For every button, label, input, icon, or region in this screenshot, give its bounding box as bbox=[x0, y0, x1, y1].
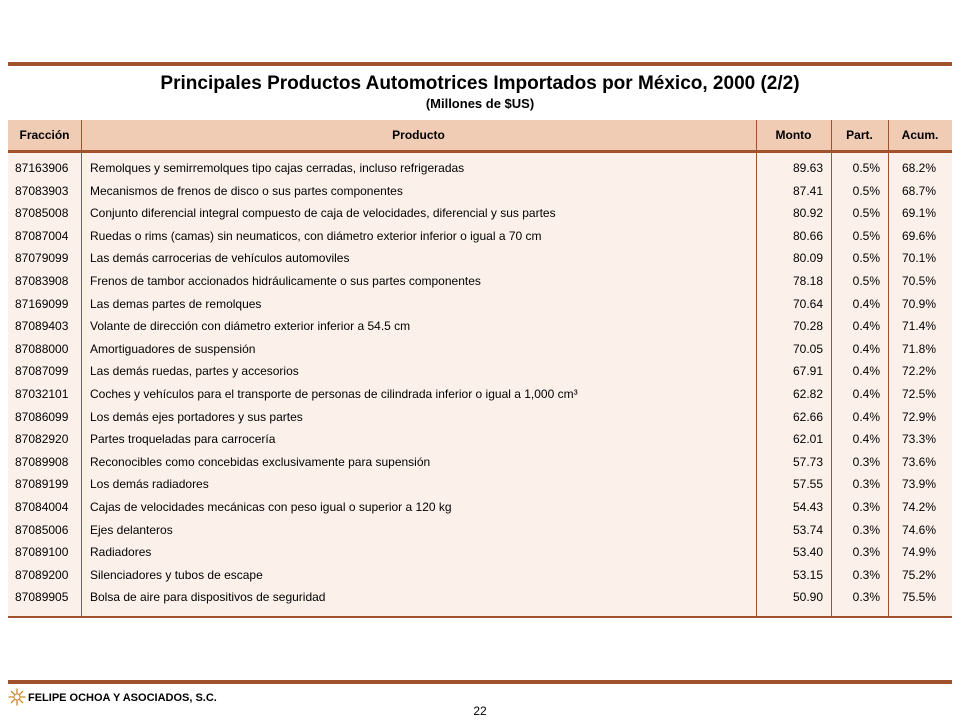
table-row bbox=[8, 315, 952, 337]
cell-part: 0.3% bbox=[852, 500, 880, 514]
bottom-rule bbox=[8, 680, 952, 684]
header-monto: Monto bbox=[775, 128, 812, 142]
cell-producto: Volante de dirección con diámetro exterior inferior a 54.5 cm bbox=[90, 319, 411, 334]
cell-producto: Conjunto diferencial integral compuesto de caja de velocidades, diferencial y sus partes bbox=[90, 206, 556, 221]
cell-monto: 53.40 bbox=[792, 545, 823, 560]
cell-producto: Ejes delanteros bbox=[90, 522, 173, 537]
company-name: FELIPE OCHOA Y ASOCIADOS, S.C. bbox=[28, 692, 217, 704]
table-row bbox=[8, 473, 952, 495]
cell-producto: Las demás ruedas, partes y accesorios bbox=[90, 364, 299, 379]
cell-part: 0.4% bbox=[852, 409, 880, 424]
cell-acum: 72.2% bbox=[901, 364, 936, 379]
cell-producto: Silenciadores y tubos de escape bbox=[90, 567, 263, 582]
cell-acum: 68.7% bbox=[901, 183, 936, 198]
table-row bbox=[8, 202, 952, 224]
cell-fraccion: 87089905 bbox=[15, 590, 69, 605]
cell-acum: 72.5% bbox=[901, 387, 936, 401]
column-divider bbox=[756, 120, 757, 618]
cell-monto: 53.15 bbox=[792, 567, 823, 582]
table-row bbox=[8, 496, 952, 518]
table-row bbox=[8, 383, 952, 405]
cell-acum: 74.6% bbox=[901, 522, 936, 537]
cell-part: 0.3% bbox=[852, 567, 880, 582]
products-table bbox=[8, 120, 952, 618]
cell-monto: 62.01 bbox=[792, 432, 823, 447]
table-row bbox=[8, 293, 952, 315]
cell-fraccion: 87085008 bbox=[15, 206, 69, 221]
cell-part: 0.4% bbox=[852, 319, 880, 334]
cell-acum: 75.2% bbox=[901, 567, 936, 582]
cell-fraccion: 87169099 bbox=[15, 296, 69, 311]
cell-part: 0.5% bbox=[852, 183, 880, 198]
cell-acum: 73.3% bbox=[901, 432, 936, 447]
table-bottom-divider bbox=[8, 616, 952, 618]
page-title: Principales Productos Automotrices Importados por México, 2000 (2/2) bbox=[160, 73, 800, 94]
table-row bbox=[8, 564, 952, 586]
cell-fraccion: 87089100 bbox=[15, 545, 69, 560]
cell-monto: 87.41 bbox=[792, 183, 823, 198]
table-row bbox=[8, 406, 952, 428]
cell-producto: Partes troqueladas para carrocería bbox=[90, 432, 276, 447]
cell-acum: 71.8% bbox=[901, 341, 936, 356]
cell-part: 0.3% bbox=[852, 477, 880, 492]
table-row bbox=[8, 270, 952, 292]
cell-fraccion: 87089199 bbox=[15, 477, 69, 492]
header-producto: Producto bbox=[392, 128, 445, 142]
table-row bbox=[8, 541, 952, 563]
cell-fraccion: 87089200 bbox=[15, 567, 69, 582]
page-number: 22 bbox=[473, 704, 487, 718]
cell-acum: 70.1% bbox=[901, 251, 936, 266]
cell-acum: 72.9% bbox=[901, 409, 936, 424]
cell-monto: 54.43 bbox=[792, 500, 823, 514]
header-fraccion: Fracción bbox=[19, 128, 70, 142]
cell-producto: Cajas de velocidades mecánicas con peso igual o superior a 120 kg bbox=[90, 500, 452, 514]
header-divider bbox=[8, 150, 952, 153]
cell-monto: 70.64 bbox=[792, 296, 823, 311]
cell-producto: Amortiguadores de suspensión bbox=[90, 341, 256, 356]
cell-fraccion: 87032101 bbox=[15, 387, 69, 401]
cell-part: 0.5% bbox=[852, 206, 880, 221]
table-row bbox=[8, 360, 952, 382]
cell-part: 0.5% bbox=[852, 274, 880, 288]
table-row bbox=[8, 225, 952, 247]
cell-monto: 89.63 bbox=[792, 161, 823, 175]
cell-monto: 53.74 bbox=[792, 522, 823, 537]
cell-part: 0.3% bbox=[852, 545, 880, 560]
cell-monto: 57.55 bbox=[792, 477, 823, 492]
cell-part: 0.4% bbox=[852, 387, 880, 401]
cell-acum: 74.2% bbox=[901, 500, 936, 514]
cell-part: 0.3% bbox=[852, 454, 880, 469]
page-subtitle: (Millones de $US) bbox=[425, 96, 535, 111]
cell-fraccion: 87087099 bbox=[15, 364, 69, 379]
cell-fraccion: 87084004 bbox=[15, 500, 69, 514]
table-header bbox=[8, 120, 952, 150]
column-divider bbox=[888, 120, 889, 618]
cell-fraccion: 87163906 bbox=[15, 161, 69, 175]
cell-producto: Coches y vehículos para el transporte de personas de cilindrada inferior o igual a 1,000 cm³ bbox=[90, 387, 578, 401]
cell-part: 0.5% bbox=[852, 161, 880, 175]
cell-producto: Mecanismos de frenos de disco o sus partes componentes bbox=[90, 183, 403, 198]
cell-acum: 75.5% bbox=[901, 590, 936, 605]
cell-part: 0.5% bbox=[852, 251, 880, 266]
cell-acum: 69.1% bbox=[901, 206, 936, 221]
cell-producto: Reconocibles como concebidas exclusivamente para supensión bbox=[90, 454, 431, 469]
cell-acum: 74.9% bbox=[901, 545, 936, 560]
cell-part: 0.3% bbox=[852, 590, 880, 605]
table-row bbox=[8, 586, 952, 608]
cell-monto: 62.82 bbox=[792, 387, 823, 401]
cell-part: 0.4% bbox=[852, 296, 880, 311]
top-rule bbox=[8, 62, 952, 66]
column-divider bbox=[831, 120, 832, 618]
cell-monto: 78.18 bbox=[792, 274, 823, 288]
cell-producto: Las demás carrocerias de vehículos automoviles bbox=[90, 251, 350, 266]
cell-fraccion: 87089908 bbox=[15, 454, 69, 469]
cell-monto: 80.92 bbox=[792, 206, 823, 221]
cell-acum: 73.9% bbox=[901, 477, 936, 492]
cell-fraccion: 87086099 bbox=[15, 409, 69, 424]
cell-acum: 71.4% bbox=[901, 319, 936, 334]
cell-fraccion: 87085006 bbox=[15, 522, 69, 537]
cell-acum: 70.9% bbox=[901, 296, 936, 311]
table-row bbox=[8, 338, 952, 360]
cell-producto: Ruedas o rims (camas) sin neumaticos, con diámetro exterior inferior o igual a 70 cm bbox=[90, 228, 542, 243]
cell-producto: Remolques y semirremolques tipo cajas cerradas, incluso refrigeradas bbox=[90, 161, 465, 175]
cell-producto: Los demás ejes portadores y sus partes bbox=[90, 409, 303, 424]
cell-fraccion: 87082920 bbox=[15, 432, 69, 447]
table-row bbox=[8, 180, 952, 202]
table-row bbox=[8, 451, 952, 473]
cell-part: 0.4% bbox=[852, 341, 880, 356]
cell-producto: Frenos de tambor accionados hidráulicamente o sus partes componentes bbox=[90, 274, 481, 288]
cell-producto: Los demás radiadores bbox=[90, 477, 209, 492]
cell-part: 0.4% bbox=[852, 432, 880, 447]
column-divider bbox=[81, 120, 82, 618]
cell-producto: Radiadores bbox=[90, 545, 152, 560]
cell-part: 0.3% bbox=[852, 522, 880, 537]
cell-producto: Las demas partes de remolques bbox=[90, 296, 262, 311]
header-acum: Acum. bbox=[901, 128, 939, 142]
cell-monto: 70.05 bbox=[792, 341, 823, 356]
cell-part: 0.5% bbox=[852, 228, 880, 243]
cell-monto: 50.90 bbox=[792, 590, 823, 605]
cell-monto: 80.66 bbox=[792, 228, 823, 243]
table-row bbox=[8, 157, 952, 179]
cell-part: 0.4% bbox=[852, 364, 880, 379]
cell-acum: 68.2% bbox=[901, 161, 936, 175]
cell-producto: Bolsa de aire para dispositivos de seguridad bbox=[90, 590, 326, 605]
cell-monto: 57.73 bbox=[792, 454, 823, 469]
cell-monto: 62.66 bbox=[792, 409, 823, 424]
cell-acum: 73.6% bbox=[901, 454, 936, 469]
cell-fraccion: 87079099 bbox=[15, 251, 69, 266]
table-row bbox=[8, 519, 952, 541]
cell-acum: 70.5% bbox=[901, 274, 936, 288]
cell-fraccion: 87087004 bbox=[15, 228, 69, 243]
cell-monto: 67.91 bbox=[792, 364, 823, 379]
cell-monto: 70.28 bbox=[792, 319, 823, 334]
cell-fraccion: 87089403 bbox=[15, 319, 69, 334]
cell-fraccion: 87083903 bbox=[15, 183, 69, 198]
header-part: Part. bbox=[846, 128, 873, 142]
cell-fraccion: 87083908 bbox=[15, 274, 69, 288]
cell-acum: 69.6% bbox=[901, 228, 936, 243]
table-row bbox=[8, 428, 952, 450]
table-row bbox=[8, 247, 952, 269]
cell-monto: 80.09 bbox=[792, 251, 823, 266]
cell-fraccion: 87088000 bbox=[15, 341, 69, 356]
